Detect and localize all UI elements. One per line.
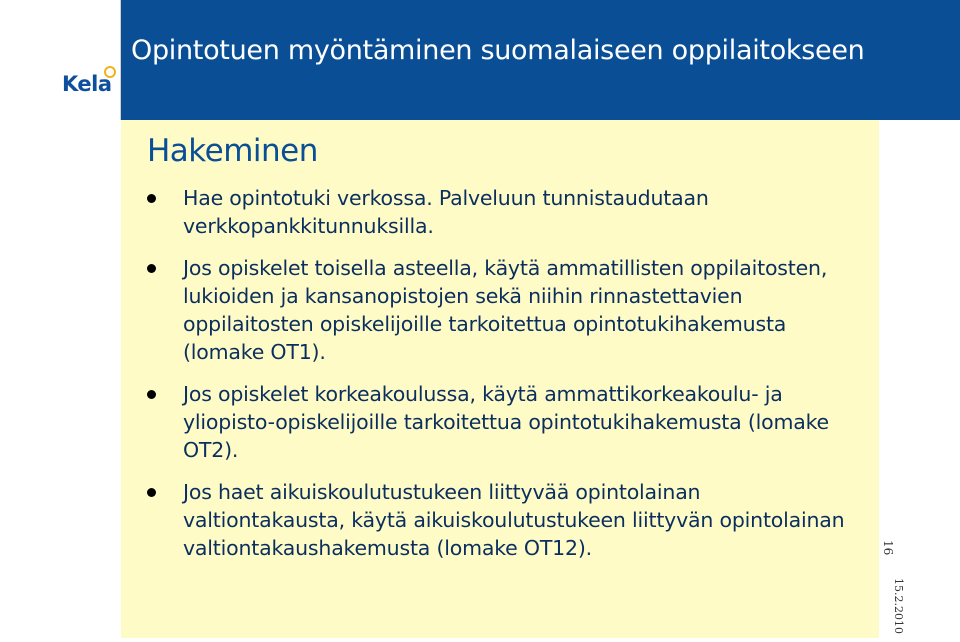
bullet-dot-icon [147, 264, 156, 273]
bullet-item-online [141, 184, 861, 240]
bullet-dot-icon [147, 194, 156, 203]
bullet-dot-icon [147, 390, 156, 399]
kela-logo-area [0, 0, 121, 120]
side-margin [879, 120, 960, 642]
slide-title: Opintotuen myöntäminen suomalaiseen oppilaitokseen [131, 35, 865, 66]
bullet-text: Hae opintotuki verkossa. Palveluun tunnistaudutaan verkkopankkitunnuksilla. [183, 186, 709, 238]
header-band [121, 0, 960, 120]
bullet-item-adult-education [141, 478, 861, 562]
bullet-item-secondary [141, 254, 861, 366]
bullet-list [141, 184, 861, 562]
content-panel [121, 120, 879, 638]
kela-logo: Kela [62, 72, 112, 96]
page-number: 16 [881, 540, 895, 556]
bullet-text: Jos opiskelet korkeakoulussa, käytä ammattikorkeakoulu- ja yliopisto-opiskelijoille tarkoitettua opintotukihakemusta (lomake OT2). [183, 382, 829, 462]
slide-date: 15.2.2010 [892, 578, 905, 634]
bullet-item-higher-education [141, 380, 861, 464]
bullet-text: Jos opiskelet toisella asteella, käytä ammatillisten oppilaitosten, lukioiden ja kansanopistojen sekä niihin rinnastettavien oppilaitosten opiskelijoille tarkoitettua opintotukihakemusta (lomake OT1). [183, 256, 828, 364]
section-title: Hakeminen [147, 133, 318, 169]
bullet-dot-icon [147, 488, 156, 497]
kela-logo-mark-icon [104, 66, 116, 78]
bullet-text: Jos haet aikuiskoulutustukeen liittyvää opintolainan valtiontakausta, käytä aikuiskoulutustukeen liittyvän opintolainan valtiontakaushakemusta (lomake OT12). [183, 480, 845, 560]
